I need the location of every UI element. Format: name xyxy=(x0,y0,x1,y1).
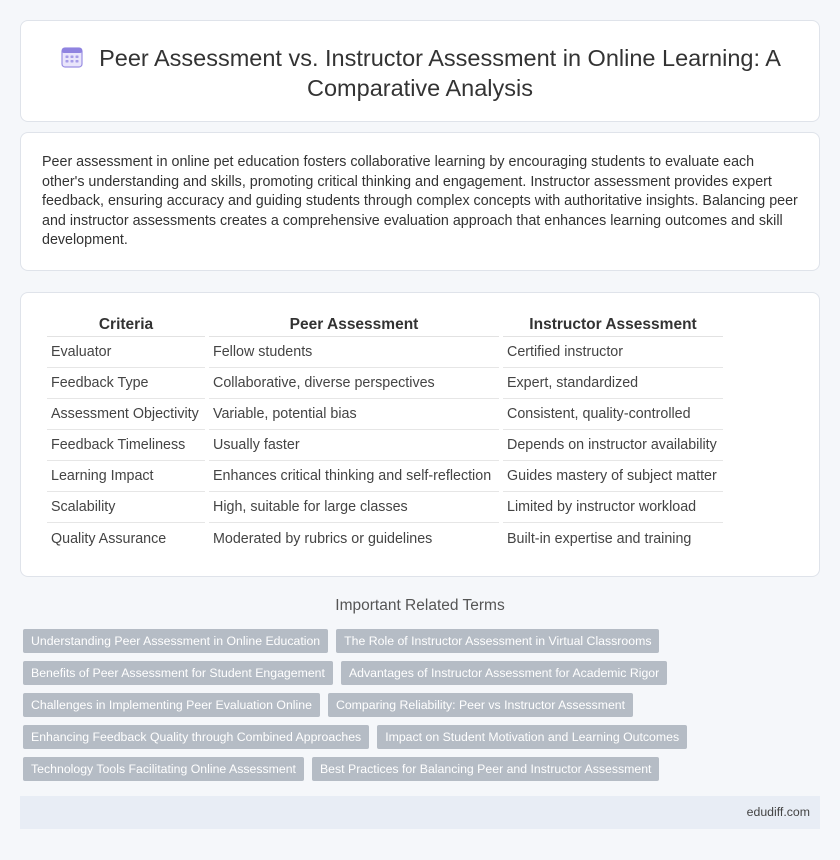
table-cell: Fellow students xyxy=(209,337,499,368)
table-cell: Evaluator xyxy=(47,337,205,368)
related-term-link[interactable]: The Role of Instructor Assessment in Virtual Classrooms xyxy=(336,629,659,653)
related-terms-row xyxy=(23,661,813,685)
related-term-link[interactable]: Advantages of Instructor Assessment for Academic Rigor xyxy=(341,661,667,685)
table-cell: Consistent, quality-controlled xyxy=(503,399,723,430)
table-row xyxy=(47,399,723,430)
table-cell: Expert, standardized xyxy=(503,368,723,399)
related-terms-row xyxy=(23,725,813,749)
calendar-icon xyxy=(59,44,85,70)
title-card xyxy=(20,20,820,122)
footer-site-link[interactable]: edudiff.com xyxy=(746,805,810,819)
related-term-link[interactable]: Challenges in Implementing Peer Evaluation Online xyxy=(23,693,320,717)
table-row xyxy=(47,492,723,523)
table-cell: Usually faster xyxy=(209,430,499,461)
related-term-link[interactable]: Understanding Peer Assessment in Online Education xyxy=(23,629,328,653)
table-cell: High, suitable for large classes xyxy=(209,492,499,523)
table-cell: Moderated by rubrics or guidelines xyxy=(213,530,433,547)
table-cell: Learning Impact xyxy=(47,461,205,492)
table-row xyxy=(47,368,723,399)
related-term-link[interactable]: Impact on Student Motivation and Learning Outcomes xyxy=(377,725,687,749)
table-cell: Variable, potential bias xyxy=(209,399,499,430)
related-terms-row xyxy=(23,693,813,717)
table-cell: Feedback Type xyxy=(47,368,205,399)
table-row xyxy=(47,430,723,461)
intro-card xyxy=(20,132,820,271)
table-cell: Scalability xyxy=(47,492,205,523)
comparison-table xyxy=(43,315,727,554)
comparison-table-card xyxy=(20,292,820,577)
table-cell: Collaborative, diverse perspectives xyxy=(209,368,499,399)
column-header-instructor: Instructor Assessment xyxy=(503,315,723,337)
table-header-row xyxy=(47,315,723,337)
table-cell: Built-in expertise and training xyxy=(507,530,692,547)
table-cell: Certified instructor xyxy=(503,337,723,368)
table-cell: Feedback Timeliness xyxy=(47,430,205,461)
related-term-link[interactable]: Enhancing Feedback Quality through Combined Approaches xyxy=(23,725,369,749)
page-title: Peer Assessment vs. Instructor Assessment in Online Learning: A Comparative Analysis xyxy=(99,45,781,101)
column-header-criteria: Criteria xyxy=(47,315,205,337)
related-term-link[interactable]: Benefits of Peer Assessment for Student Engagement xyxy=(23,661,333,685)
related-term-link[interactable]: Best Practices for Balancing Peer and Instructor Assessment xyxy=(312,757,660,781)
table-cell: Enhances critical thinking and self-reflection xyxy=(209,461,499,492)
column-header-peer: Peer Assessment xyxy=(209,315,499,337)
intro-paragraph: Peer assessment in online pet education fosters collaborative learning by encouraging students to evaluate each other's understanding and skills, promoting critical thinking and engagement. Instructor assessment provides expert feedback, ensuring accuracy and guiding students through complex concepts with authoritative insights. Balancing peer and instructor assessments creates a comprehensive evaluation approach that enhances learning outcomes and skill development. xyxy=(42,154,798,249)
table-cell: Quality Assurance xyxy=(51,530,167,547)
related-terms-title: Important Related Terms xyxy=(335,597,505,614)
table-cell: Limited by instructor workload xyxy=(503,492,723,523)
table-cell: Guides mastery of subject matter xyxy=(503,461,723,492)
table-row xyxy=(47,523,723,554)
footer xyxy=(20,796,820,829)
related-term-link[interactable]: Comparing Reliability: Peer vs Instructor Assessment xyxy=(328,693,633,717)
table-row xyxy=(47,337,723,368)
page-title-wrap xyxy=(21,43,819,103)
related-terms-row xyxy=(23,629,813,653)
related-term-link[interactable]: Technology Tools Facilitating Online Assessment xyxy=(23,757,304,781)
table-cell: Depends on instructor availability xyxy=(503,430,723,461)
table-cell: Assessment Objectivity xyxy=(47,399,205,430)
related-terms-list xyxy=(23,629,813,789)
table-row xyxy=(47,461,723,492)
related-terms-row xyxy=(23,757,813,781)
